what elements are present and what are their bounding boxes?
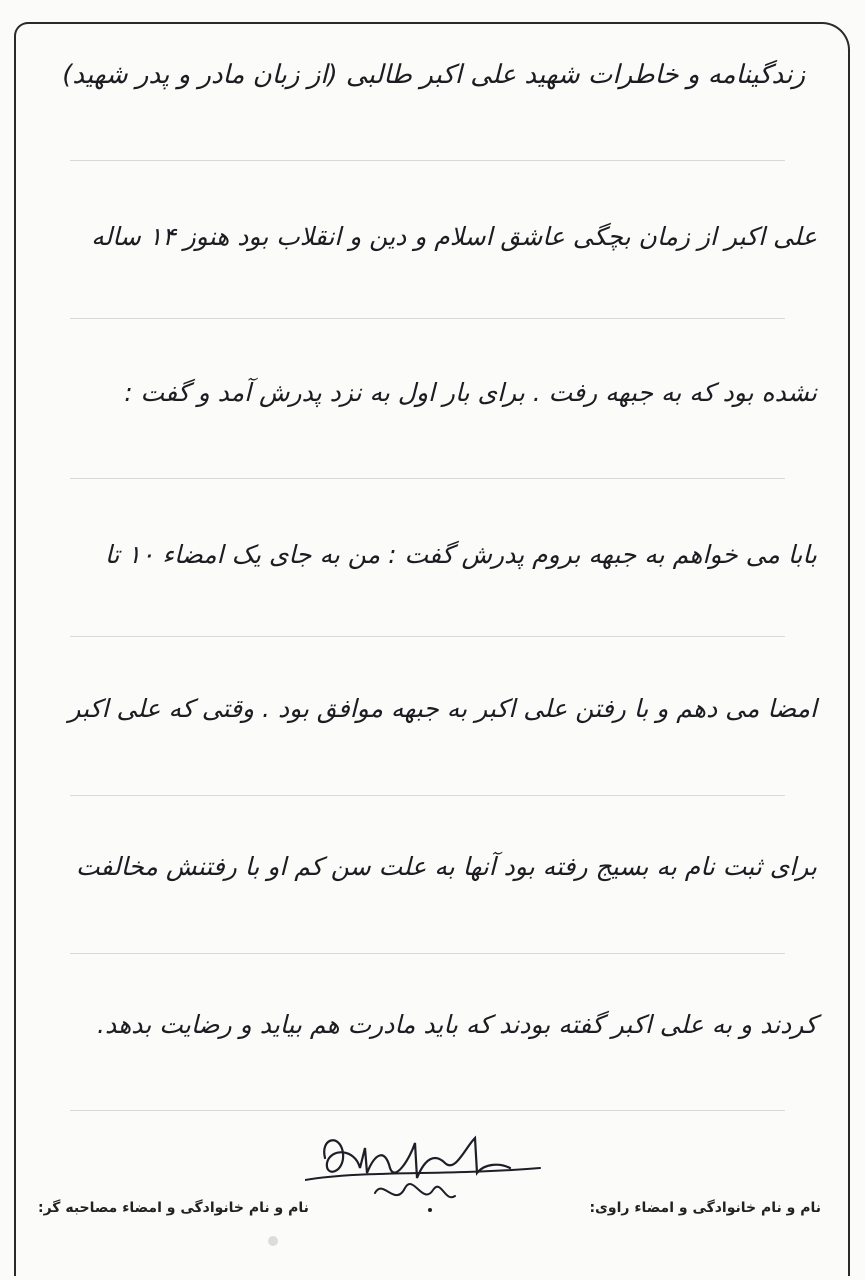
body-line-2: نشده بود که به جبهه رفت . برای بار اول به نزد پدرش آمد و گفت : <box>124 378 817 407</box>
page-border <box>14 22 850 1276</box>
body-line-1: علی اکبر از زمان بچگی عاشق اسلام و دین و انقلاب بود هنوز ۱۴ ساله <box>91 222 817 251</box>
ruled-line <box>70 318 785 319</box>
body-line-5: برای ثبت نام به بسیج رفته بود آنها به علت سن کم او با رفتنش مخالفت <box>75 852 817 881</box>
paper-mark <box>268 1236 278 1246</box>
interviewer-signature-label: نام و نام خانوادگی و امضاء مصاحبه گر: <box>38 1200 309 1216</box>
ruled-line <box>70 953 785 954</box>
body-line-6: کردند و به علی اکبر گفته بودند که باید مادرت هم بیاید و رضایت بدهد. <box>97 1010 817 1039</box>
ruled-line <box>70 478 785 479</box>
ruled-line <box>70 636 785 637</box>
narrator-signature-label: نام و نام خانوادگی و امضاء راوی: <box>589 1200 821 1216</box>
page-title: زندگینامه و خاطرات شهید علی اکبر طالبی (از زبان مادر و پدر شهید) <box>62 60 805 90</box>
body-line-3: بابا می خواهم به جبهه بروم پدرش گفت : من به جای یک امضاء ۱۰ تا <box>104 540 817 569</box>
ruled-line <box>70 795 785 796</box>
ruled-line <box>70 1110 785 1111</box>
ruled-line <box>70 160 785 161</box>
signature-image <box>305 1118 545 1228</box>
body-line-4: امضا می دهم و با رفتن علی اکبر به جبهه موافق بود . وقتی که علی اکبر <box>68 694 817 723</box>
